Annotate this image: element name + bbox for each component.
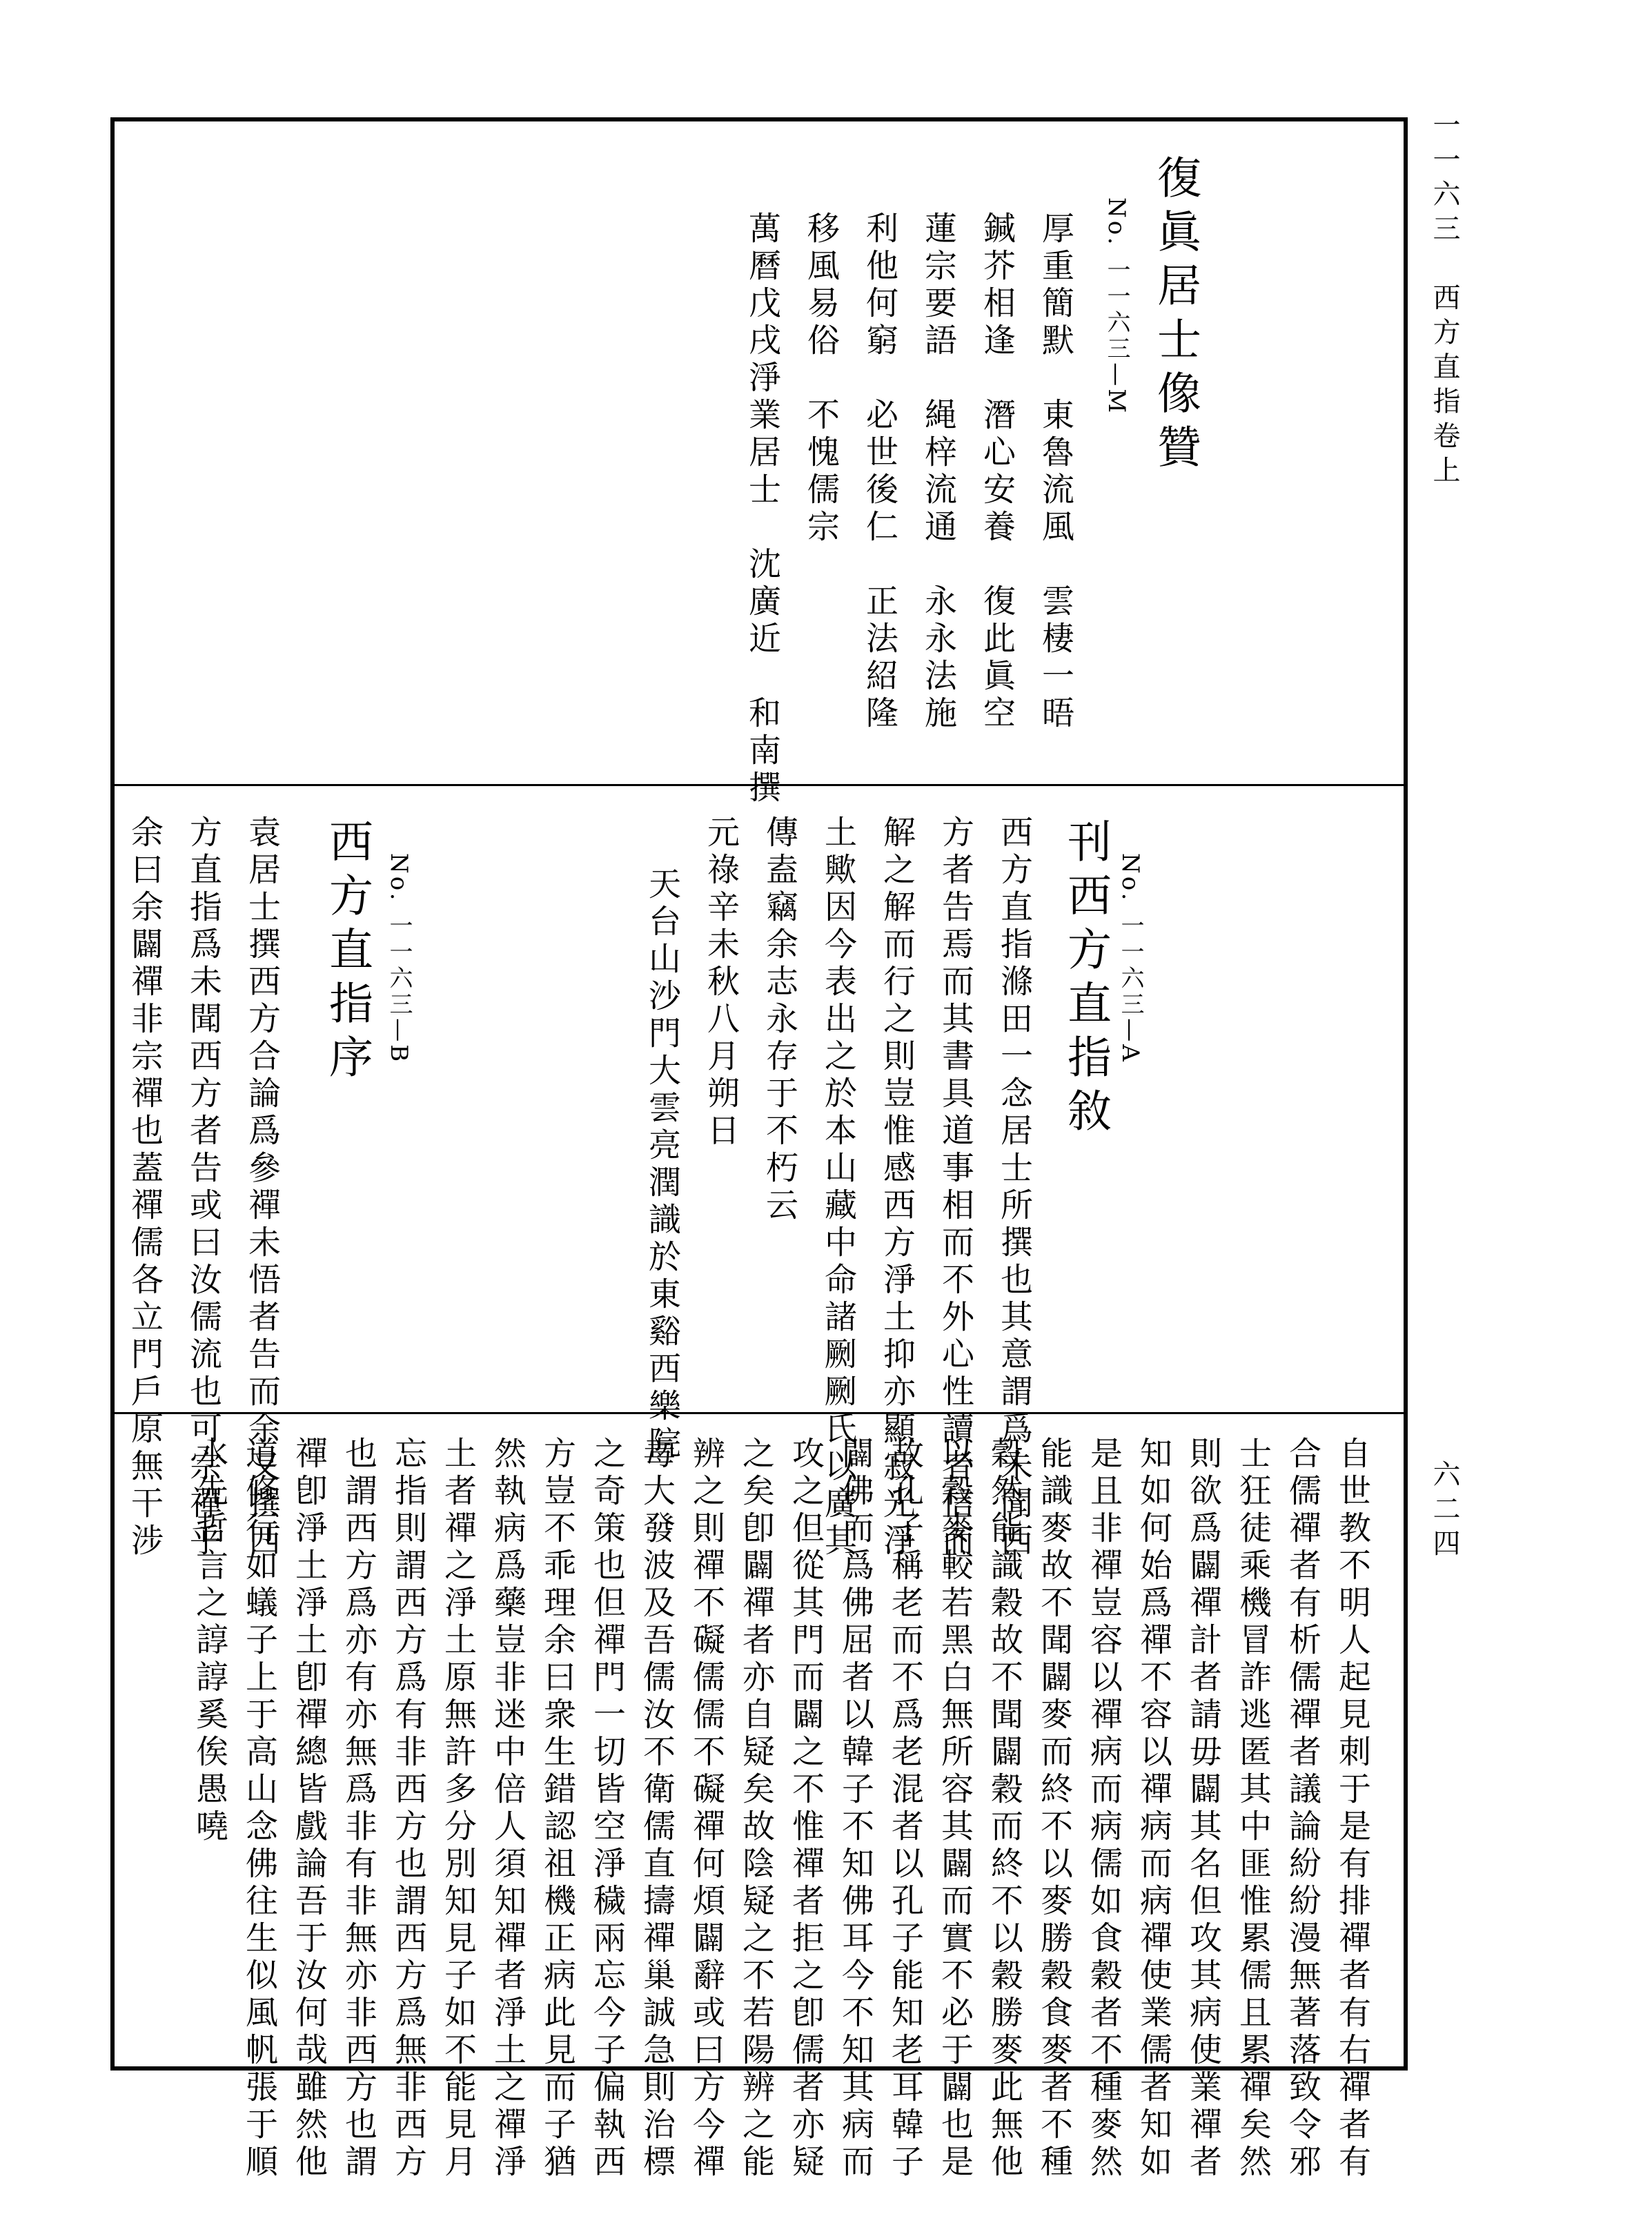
mr-line-4: 土歟因今表出之於本山藏中命諸劂劂氏以廣其	[819, 815, 857, 1560]
top-line-3: 蓮宗要語 䋲梓流通 永永法施	[919, 211, 957, 733]
bottom-line-5: 知如何始爲禪不容以禪病而病禪使業儒者知如	[1134, 1436, 1172, 2182]
section-title-a: 刊西方直指敘	[1060, 819, 1111, 1142]
bottom-line-4: 則欲爲闢禪計者請毋闢其名但攻其病使業禪者	[1184, 1436, 1222, 2182]
ml-line-2: 方直指爲未聞西方者告或曰汝儒流也可宗禪乎	[184, 815, 222, 1560]
page-frame	[110, 117, 1408, 2182]
bottom-line-16: 之奇策也但禪門一切皆空淨穢兩忘今子偏執西	[588, 1436, 626, 2182]
bottom-line-17: 方豈不乖理余曰衆生錯認祖機正病此見而子猶	[538, 1436, 576, 2182]
bottom-line-8: 穀然能識穀故不聞闢穀而終不以穀勝麥此無他	[985, 1436, 1023, 2182]
section-title-b: 西方直指序	[322, 819, 373, 1088]
bottom-line-14: 辨之則禪不礙儒儒不礙禪何煩闢辭或曰方今禪	[687, 1436, 725, 2182]
entry-number-b: No. 一一六三—B	[385, 853, 413, 1065]
mr-line-2: 方者告焉而其書具道事相而不外心性讀者信而	[936, 815, 974, 1560]
bottom-line-10: 故孔子稱老而不爲老混者以孔子能知老耳韓子	[886, 1436, 924, 2182]
ml-line-1: 袁居士撰西方合論爲參禪未悟者告而余又撰西	[243, 815, 281, 1560]
bottom-line-23: 道修行如蟻子上于高山念佛往生似風帆張于順	[240, 1436, 278, 2182]
top-line-4: 利他何窮 必世後仁 正法紹隆	[861, 211, 898, 733]
bottom-line-1: 自世教不明人起見刺于是有排禪者有右禪者有	[1333, 1436, 1371, 2182]
mr-line-5: 傳盍竊余志永存于不朽云	[760, 815, 798, 1225]
bottom-line-20: 忘指則謂西方爲有非西方也謂西方爲無非西方	[389, 1436, 427, 2182]
bottom-line-18: 然執病爲藥豈非迷中倍人須知禪者淨土之禪淨	[489, 1436, 527, 2182]
top-line-2: 鍼芥相逢 潛心安養 復此眞空	[978, 211, 1016, 733]
ml-line-3: 余曰余闢禪非宗禪也蓋禪儒各立門戶原無干涉	[126, 815, 164, 1560]
bottom-line-13: 之矣卽闢禪者亦自疑矣故陰疑之不若陽辨之能	[737, 1436, 775, 2182]
top-line-1: 厚重簡默 東魯流風 雲棲一晤	[1036, 211, 1074, 733]
mr-line-6: 元祿辛未秋八月朔日	[702, 815, 740, 1151]
divider-bottom	[115, 1412, 1404, 1414]
bottom-line-9: 以穀麥較若黑白無所容其闢而實不必于闢也是	[936, 1436, 974, 2182]
bottom-line-11: 闢佛而爲佛屈者以韓子不知佛耳今不知其病而	[836, 1436, 874, 2182]
top-line-6: 萬曆戊戌淨業居士 沈廣近 和南撰	[743, 211, 781, 807]
bottom-line-21: 也謂西方爲亦有亦無爲非有非無亦非西方也謂	[340, 1436, 377, 2182]
bottom-line-2: 合儒禪者有析儒禪者議論紛紛漫無著落致令邪	[1284, 1436, 1321, 2182]
bottom-line-19: 土者禪之淨土原無許多分別知見子如不能見月	[439, 1436, 477, 2182]
entry-number-a: No. 一一六三—A	[1117, 853, 1144, 1064]
bottom-line-6: 是且非禪豈容以禪病而病儒如食穀者不種麥然	[1085, 1436, 1123, 2182]
section-title-m: 復眞居士像贊	[1150, 155, 1201, 478]
mr-line-1: 西方直指滌田一念居士所撰也其意謂爲未聞西	[995, 815, 1033, 1560]
bottom-line-3: 士狂徒乘機冒詐逃匿其中匪惟累儒且累禪矣然	[1234, 1436, 1272, 2182]
page-header: 一一六三 西方直指卷上	[1428, 110, 1460, 490]
top-line-5: 移風易俗 不愧儒宗	[802, 211, 840, 547]
page-number: 六二四	[1428, 1460, 1460, 1563]
bottom-line-24: 水先哲言之諄諄奚俟愚嘵	[190, 1436, 228, 1846]
bottom-line-12: 攻之但從其門而闢之不惟禪者拒之卽儒者亦疑	[787, 1436, 825, 2182]
bottom-line-7: 能識麥故不聞闢麥而終不以麥勝穀食麥者不種	[1035, 1436, 1073, 2182]
mr-line-3: 解之解而行之則豈惟感西方淨土抑亦顯寂光淨	[878, 815, 916, 1560]
entry-number-m: No. 一一六三—M	[1103, 197, 1130, 416]
mr-line-7: 天台山沙門大雲亮潤識於東谿西樂院	[643, 867, 681, 1463]
bottom-line-22: 禪卽淨土淨土卽禪總皆戲論吾于汝何哉雖然他	[290, 1436, 328, 2182]
bottom-line-15: 毒大發波及吾儒汝不衛儒直擣禪巢誠急則治標	[638, 1436, 676, 2182]
